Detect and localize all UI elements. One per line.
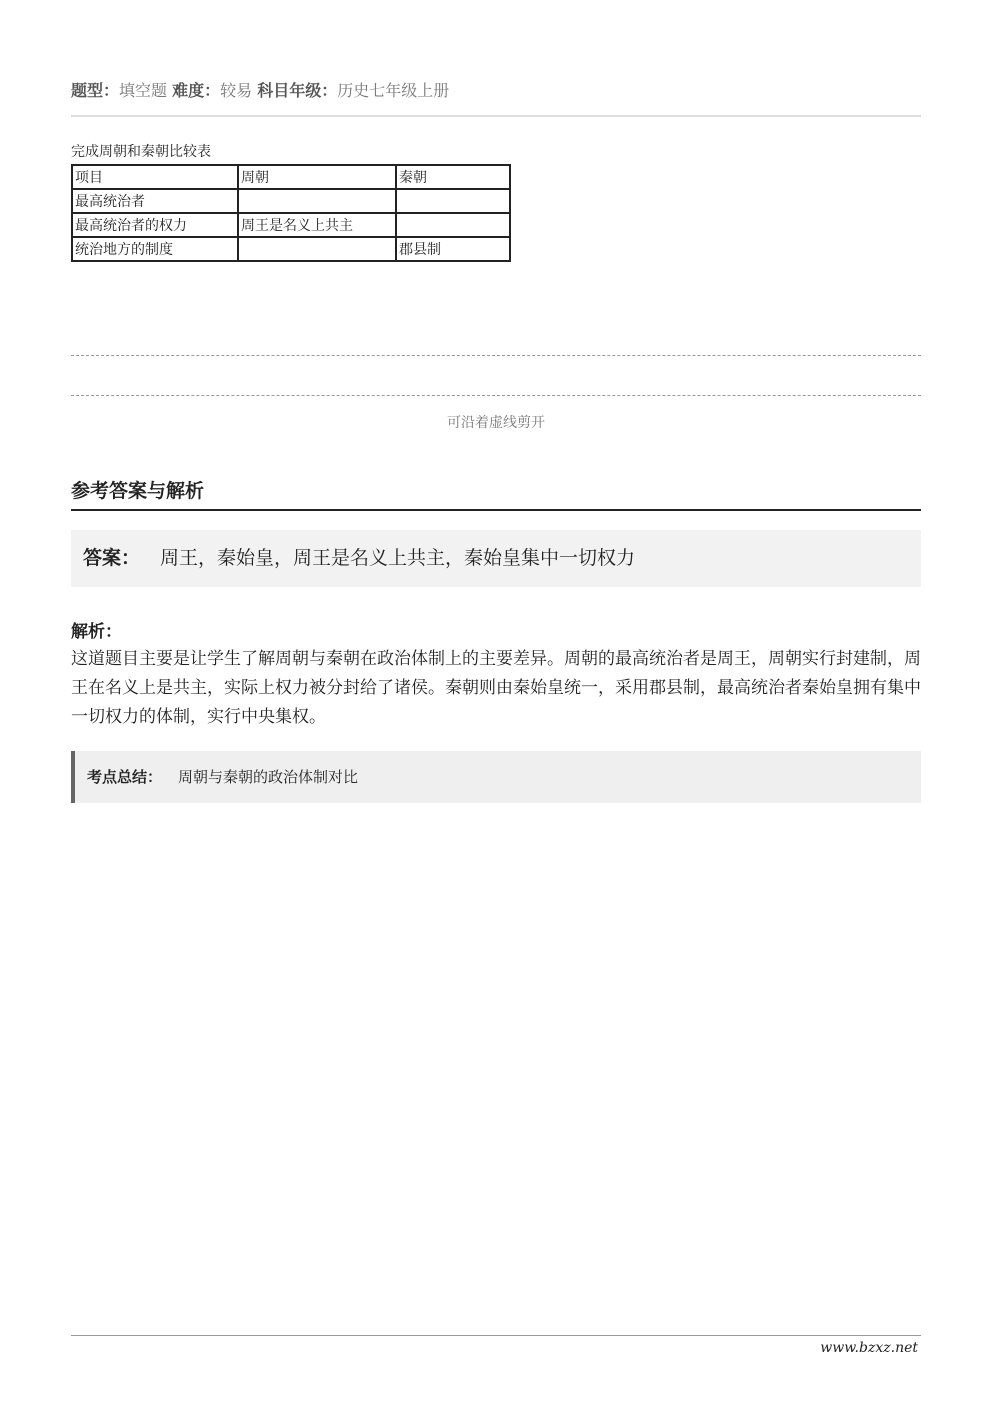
table-cell	[396, 213, 510, 237]
footer-url: www.bzxz.net	[820, 1340, 918, 1356]
table-cell: 最高统治者	[72, 189, 238, 213]
summary-text: 周朝与秦朝的政治体制对比	[178, 768, 359, 786]
cut-line	[71, 395, 921, 396]
answer-text: 周王，秦始皇，周王是名义上共主，秦始皇集中一切权力	[160, 547, 636, 569]
table-cell: 最高统治者的权力	[72, 213, 238, 237]
subject-label: 科目年级：	[257, 81, 338, 100]
cut-line	[71, 355, 921, 356]
table-row	[72, 189, 510, 213]
summary-label: 考点总结：	[87, 768, 163, 786]
table-cell: 郡县制	[396, 237, 510, 261]
table-cell	[238, 237, 396, 261]
subject-value: 历史七年级上册	[337, 81, 450, 100]
difficulty-value: 较易	[220, 81, 253, 100]
type-value: 填空题	[119, 81, 168, 100]
question-meta	[71, 78, 449, 101]
divider	[71, 115, 921, 117]
answer-section-title: 参考答案与解析	[71, 480, 205, 502]
table-cell: 周朝	[238, 165, 396, 189]
divider	[71, 509, 921, 511]
difficulty-label: 难度：	[172, 81, 221, 100]
cut-hint: 可沿着虚线剪开	[447, 415, 545, 431]
table-cell: 项目	[72, 165, 238, 189]
table-cell: 秦朝	[396, 165, 510, 189]
table-cell	[238, 189, 396, 213]
table-cell: 统治地方的制度	[72, 237, 238, 261]
table-row	[72, 237, 510, 261]
table-cell	[396, 189, 510, 213]
table-cell: 周王是名义上共主	[238, 213, 396, 237]
summary-box	[71, 751, 921, 803]
question-intro: 完成周朝和秦朝比较表	[71, 144, 211, 160]
answer-box	[71, 530, 921, 587]
table-row	[72, 213, 510, 237]
analysis-label: 解析：	[71, 622, 122, 642]
table-row	[72, 165, 510, 189]
answer-label: 答案：	[83, 547, 141, 569]
comparison-table	[71, 164, 511, 262]
footer-divider	[71, 1335, 921, 1336]
type-label: 题型：	[71, 81, 120, 100]
analysis-text: 这道题目主要是让学生了解周朝与秦朝在政治体制上的主要差异。周朝的最高统治者是周王，周朝实行封建制，周王在名义上是共主，实际上权力被分封给了诸侯。秦朝则由秦始皇统一，采用郡县制，最高统治者秦始皇拥有集中一切权力的体制，实行中央集权。	[71, 649, 921, 727]
